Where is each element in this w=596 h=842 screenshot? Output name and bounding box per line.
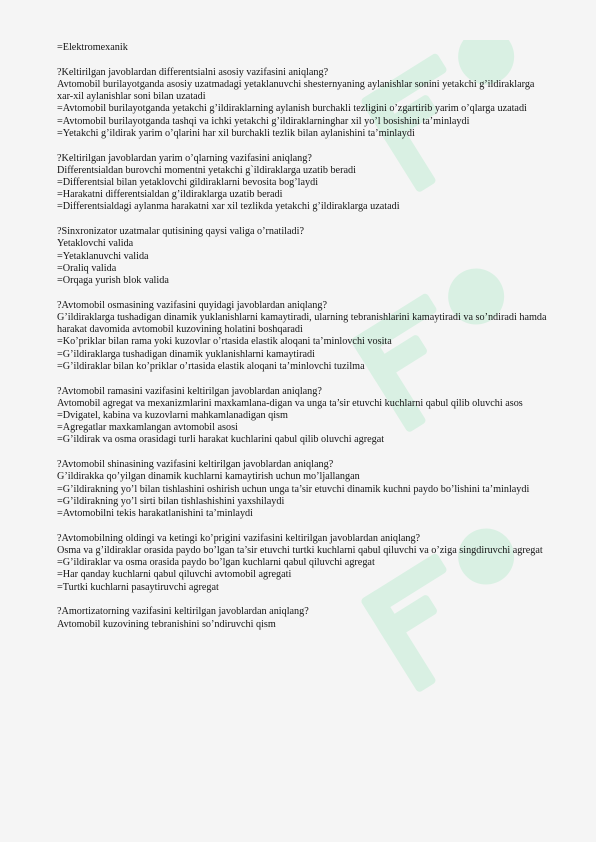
- option-text: =G’ildirak va osma orasidagi turli harakat kuchlarini qabul qilib oluvchi agregat: [57, 434, 385, 446]
- answer-text: Avtomobil agregat va mexanizmlarini maxkamlana-digan va unga ta’sir etuvchi kuchlarni qabul qilib oluvchi asos: [57, 397, 523, 409]
- option-text: =Agregatlar maxkamlangan avtomobil asosi: [57, 422, 238, 434]
- answer-text: Avtomobil burilayotganda asosiy uzatmadagi yetaklanuvchi shesternyaning aylanishlar sonini yetakchi g’ildiraklarga xar-xil aylanishlar soni bilan uzatadi: [57, 79, 535, 103]
- option-text: =G’ildiraklar bilan ko’priklar o’rtasida elastik aloqani ta’minlovchi tuzilma: [57, 360, 365, 372]
- question-text: ?Avtomobil shinasining vazifasini keltirilgan javoblardan aniqlang?: [57, 459, 334, 471]
- option-text: =Har qanday kuchlarni qabul qiluvchi avtomobil agregati: [57, 569, 292, 581]
- option-text: =G’ildirakning yo’l sirti bilan tishlashishini yaxshilaydi: [57, 495, 285, 507]
- question-text: ?Avtomobil osmasining vazifasini quyidagi javoblardan aniqlang?: [57, 299, 327, 311]
- option-text: =Avtomobil burilayotganda tashqi va ichki yetakchi g’ildiraklarninghar xil yo’l bosishini ta’minlaydi: [57, 115, 470, 127]
- question-text: ?Keltirilgan javoblardan yarim o’qlarning vazifasini aniqlang?: [57, 152, 312, 164]
- option-text: =Differentsial bilan yetaklovchi gildiraklarni bevosita bog’laydi: [57, 177, 319, 189]
- document-body: [57, 42, 547, 631]
- answer-text: G’ildirakka qo’yilgan dinamik kuchlarni kamaytirish uchun mo’ljallangan: [57, 471, 360, 483]
- option-text: =Yetakchi g’ildirak yarim o’qlarini har xil burchakli tezlik bilan aylanishini ta’minlaydi: [57, 127, 415, 139]
- option-text: =Avtomobilni tekis harakatlanishini ta’minlaydi: [57, 508, 253, 520]
- option-text: =Yetaklanuvchi valida: [57, 250, 149, 262]
- option-text: =Differentsialdagi aylanma harakatni xar xil tezlikda yetakchi g’ildiraklarga uzatadi: [57, 201, 400, 213]
- option-text: =G’ildirakning yo’l bilan tishlashini oshirish uchun unga ta’sir etuvchi dinamik kuchni paydo bo’lishini ta’minlaydi: [57, 483, 530, 495]
- option-text: =Dvigatel, kabina va kuzovlarni mahkamlanadigan qism: [57, 410, 288, 422]
- option-text: =Oraliq valida: [57, 262, 117, 274]
- option-text: =Turtki kuchlarni pasaytiruvchi agregat: [57, 581, 219, 593]
- option-text: =G’ildiraklar va osma orasida paydo bo’lgan kuchlarni qabul qiluvchi agregat: [57, 557, 375, 569]
- answer-text: Osma va g’ildiraklar orasida paydo bo’lgan ta’sir etuvchi turtki kuchlarni qabul qiluvchi va o’ziga singdiruvchi agregat: [57, 545, 543, 557]
- option-text: =Harakatni differentsialdan g’ildiraklarga uzatib beradi: [57, 189, 283, 201]
- answer-text: Avtomobil kuzovining tebranishini so’ndiruvchi qism: [57, 618, 276, 630]
- answer-text: Differentsialdan burovchi momentni yetakchi g`ildiraklarga uzatib beradi: [57, 164, 356, 176]
- question-text: ?Keltirilgan javoblardan differentsialni asosiy vazifasini aniqlang?: [57, 66, 329, 78]
- question-text: ?Amortizatorning vazifasini keltirilgan javoblardan aniqlang?: [57, 606, 309, 618]
- question-text: ?Avtomobil ramasini vazifasini keltirilgan javoblardan aniqlang?: [57, 385, 322, 397]
- option-text: =Ko’priklar bilan rama yoki kuzovlar o’rtasida elastik aloqani ta’minlovchi vosita: [57, 336, 392, 348]
- option-text: =G’ildiraklarga tushadigan dinamik yuklanishlarni kamaytiradi: [57, 348, 315, 360]
- answer-text: G’ildiraklarga tushadigan dinamik yuklanishlarni kamaytiradi, ularning tebranishlarini kamaytiradi va so’ndiradi hamda harakat davomida avtomobil kuzovining holatini boshqaradi: [57, 312, 547, 336]
- question-text: ?Sinxronizator uzatmalar qutisining qaysi valiga o’rnatiladi?: [57, 226, 304, 238]
- answer-text: Yetaklovchi valida: [57, 238, 134, 250]
- option-text: =Avtomobil burilayotganda yetakchi g’ildiraklarning aylanish burchakli tezligini o’zgartirib yarim o’qlarga uzatadi: [57, 103, 527, 115]
- option-text: =Orqaga yurish blok valida: [57, 275, 169, 287]
- question-text: ?Avtomobilning oldingi va ketingi ko’prigini vazifasini keltirilgan javoblardan aniqlang?: [57, 532, 421, 544]
- top-line: =Elektromexanik: [57, 42, 128, 53]
